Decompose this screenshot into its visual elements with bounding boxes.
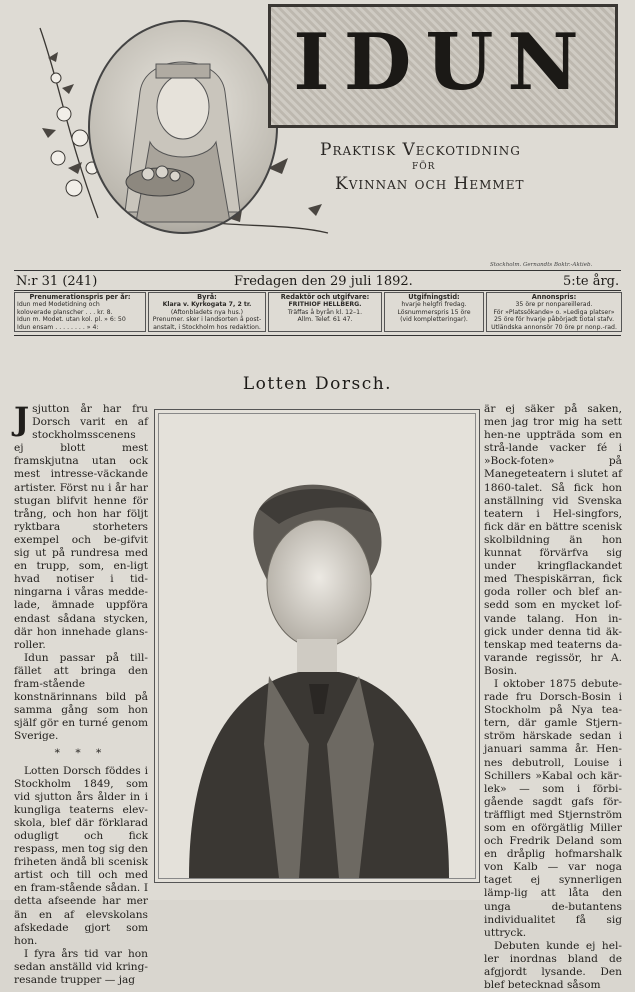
issue-number: N:r 31 (241): [16, 274, 98, 289]
masthead-title-box: [268, 4, 618, 128]
masthead-title: IDUN: [293, 17, 593, 108]
article-title: Lotten Dorsch.: [242, 374, 393, 394]
rule-bottom: [14, 290, 621, 291]
lotten-dorsch-portrait: [159, 414, 475, 878]
dropcap: J: [14, 400, 30, 438]
masthead-subtitle-line1: Praktisk Veckotidning: [320, 140, 521, 160]
subscription-box: Prenumerationspris per år: Idun med Modetidning och koloverade planscher . . . kr. 8. Idun m. Modet. utan kol. pl. » 6: 50 Idun ensam . . . . . . . . » 4:: [14, 292, 146, 332]
issue-date: Fredagen den 29 juli 1892.: [234, 274, 413, 289]
masthead-subtitle-line2: Kvinnan och Hemmet: [335, 174, 525, 194]
portrait-frame-inner: [158, 413, 476, 879]
rule-info: [14, 335, 621, 336]
editor-box: Redaktör och utgifvare: FRITHIOF HELLBERG. Träffas å byrån kl. 12–1. Allm. Telef. 61 47.: [268, 292, 382, 332]
section-separator: * * *: [54, 747, 108, 760]
woman-portrait-illustration: [88, 20, 278, 234]
article-right-column: är ej säker på saken, men jag tror mig ha sett hen-ne uppträda som en strå-lande vacker fé i »Bock-foten» på Manegeteatern i slutet af 1860-talet. Så fick hon anställning vid Svenska teatern i Hel-singfors, fick där en bättre scenisk skolbildning än hon kunnat förvärfva sig under kringflackandet med Thespiskärran, fick goda roller och blef an-sedd som en mycket lof-vande talang. Hon in-gick under denna tid äk-tenskap med teaterns da-varande regissör, hr A. Bosin. I oktober 1875 debute-rade fru Dorsch-Bosin i Stockholm på Nya tea-tern, där gamle Stjern-ström härskade sedan i januari samma år. Hen-nes debutroll, Louise i Schillers »Kabal och kär-lek» — som i förbi-gående sagdt gafs för-träffligt med Stjernström som en oförgätlig Miller och Fredrik Deland som en dråplig hofmarshalk von Kalb — var noga taget ej synnerligen lämp-lig att låta den unga de-butantens individualitet få sig uttryck. Debuten kunde ej hel-ler inordnas bland de afgjordt lysande. Den blef betecknad såsom: [484, 403, 622, 992]
issue-box: Utgifningstid: hvarje helgfri fredag. Lösnummerspris 15 öre (vid kompletteringar).: [384, 292, 484, 332]
article-left-column: Jsjutton år har fru Dorsch varit en af stockholmsscenens ej blott mest framskjutna utan ock mest intresse-väckande artister. Först nu i år har stugan blifvit henne för trång, och hon har följt ryktbara storheters exempel och be-gifvit sig ut på rundresa med en trupp, som, en-ligt hvad notiser i tid-ningarna i våras medde-lade, ämnade uppföra endast sådana stycken, där hon innehade glans-roller. Idun passar på till-fället att bringa den fram-stående konstnärinnans bild på samma gång som hon själf gör en turné genom Sverige. * * * Lotten Dorsch föddes i Stockholm 1849, som vid sjutton års ålder in i kungliga teaterns elev-skola, blef där förklarad odugligt och fick respass, men tog sig den friheten ändå bli scenisk artist och till och med en fram-stående sådan. I detta afseende har mer än en af elevskolans afskedade gjort som hon. I fyra års tid var hon sedan anställd vid kring-resande trupper — jag: [14, 400, 148, 987]
office-box: Byrå: Klara v. Kyrkogata 7, 2 tr. (Aftonbladets nya hus.) Prenumer. sker i landsorten å post- anstalt, i Stockholm hos redaktion.: [148, 292, 266, 332]
ads-box: Annonspris: 35 öre pr nonpareillerad. För »Platssökande» o. »Lediga platser» 25 öre för hvarje påbörjadt tiotal stafv. Utländska annonsör 70 öre pr nonp.-rad.: [486, 292, 622, 332]
rule-top: [14, 270, 621, 271]
issue-volume: 5:te årg.: [563, 274, 620, 289]
masthead-subtitle-for: FÖR: [412, 162, 436, 172]
printer-credit: Stockholm. Gernandts Boktr.-Aktieb.: [490, 262, 593, 268]
